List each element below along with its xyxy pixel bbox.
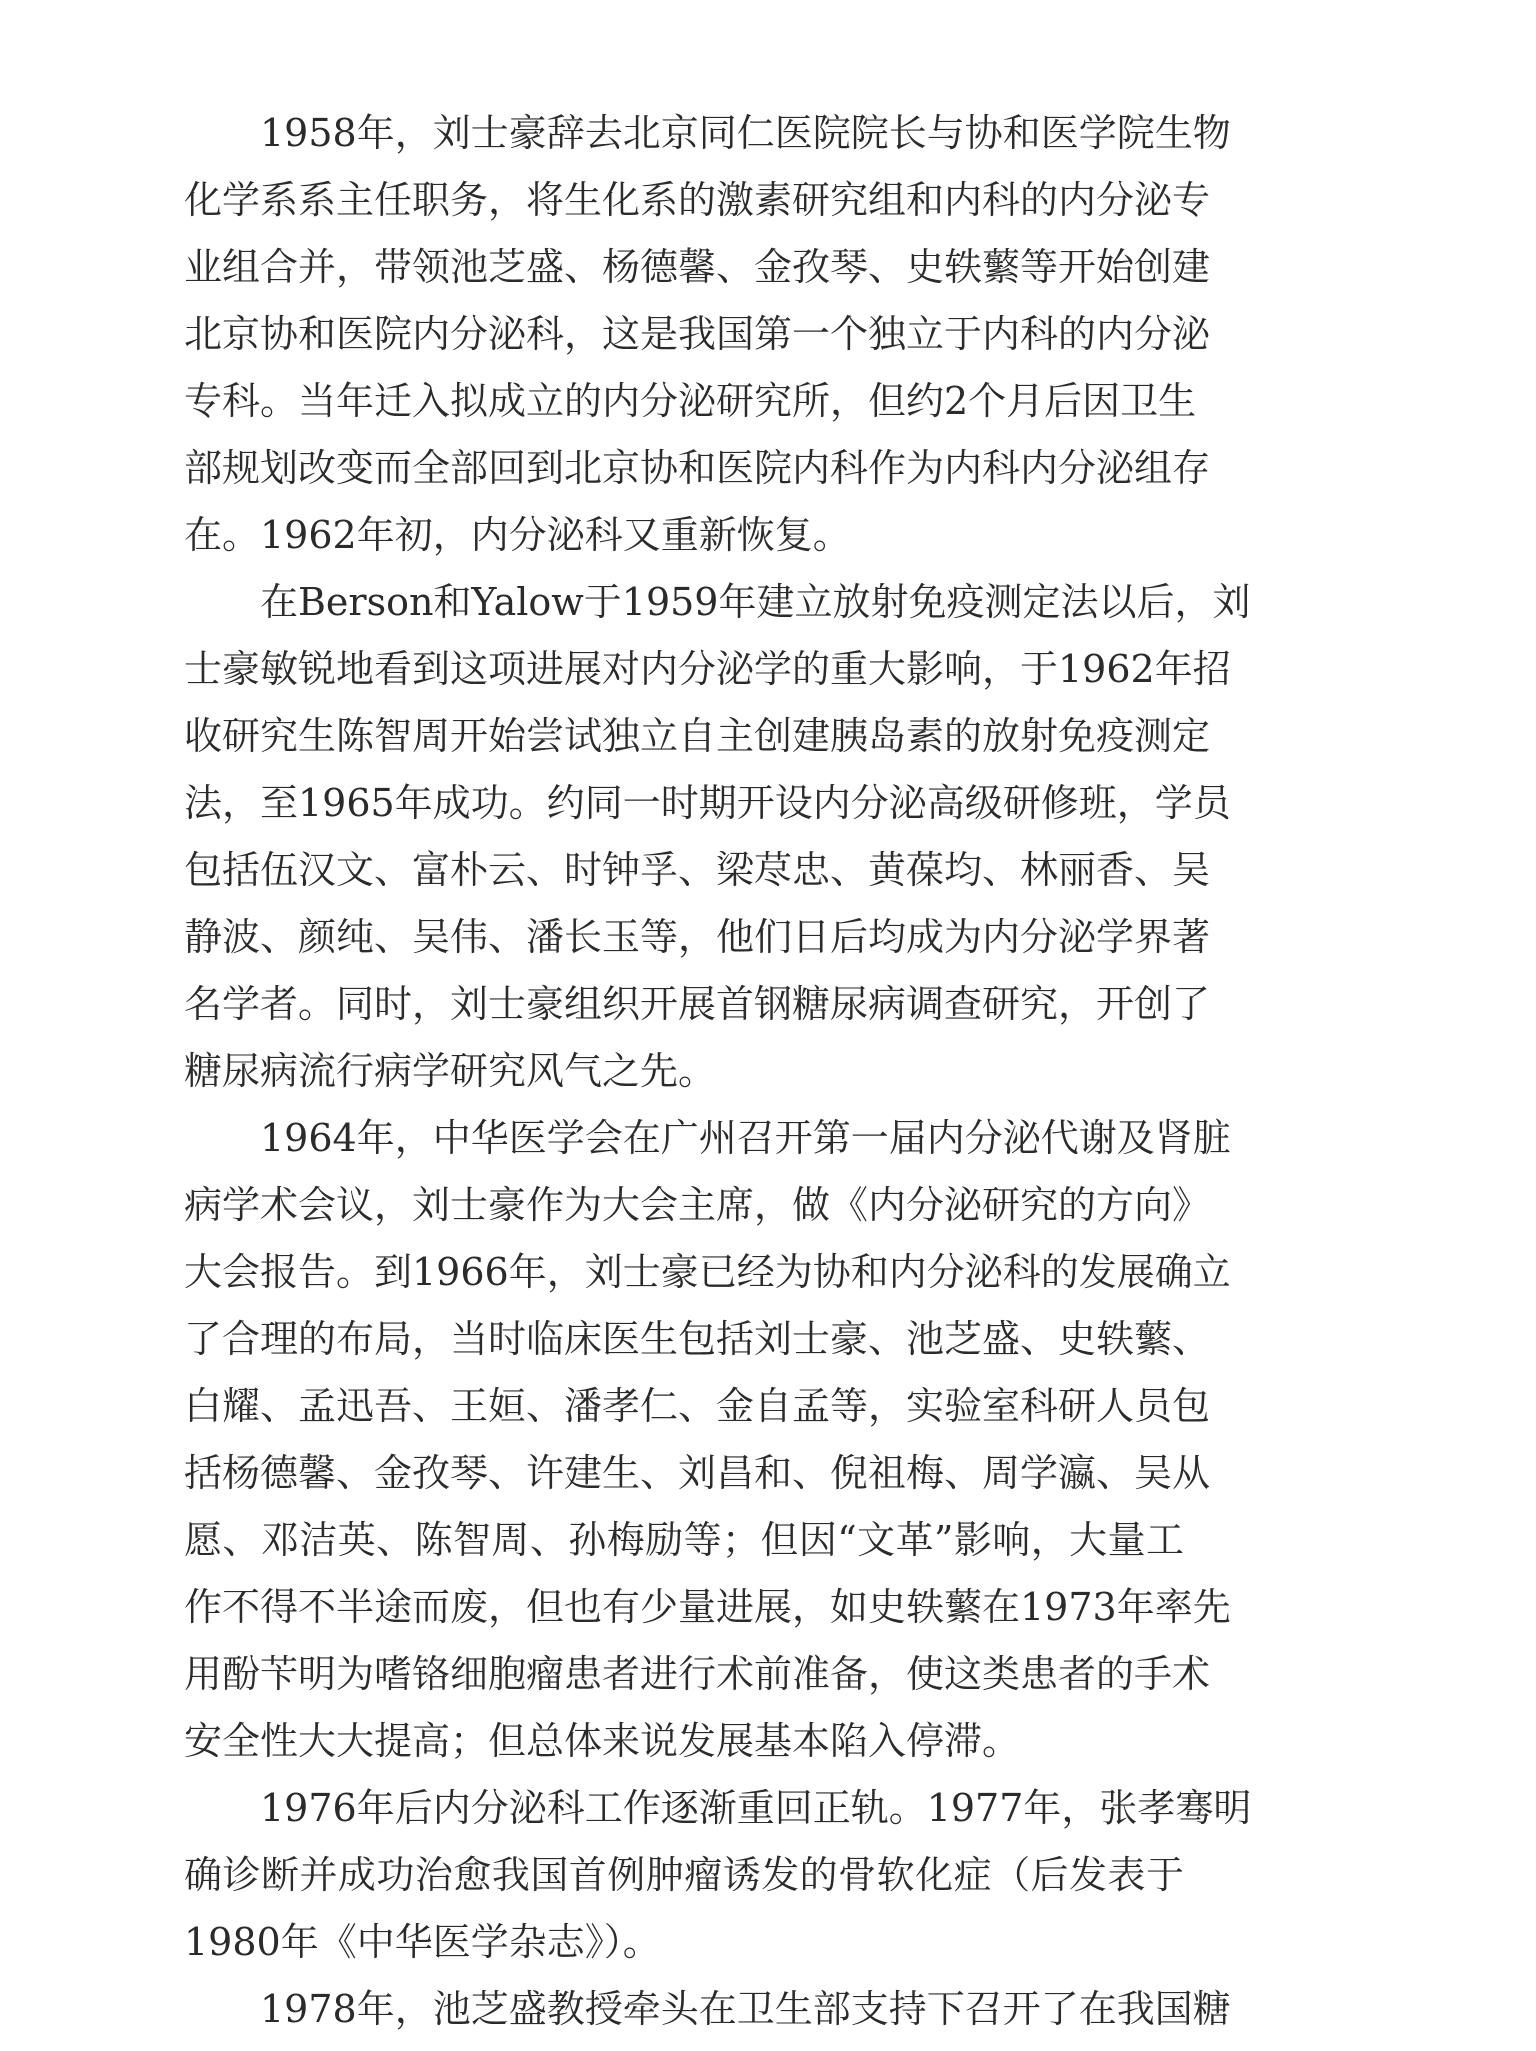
text-line: 专科。当年迁入拟成立的内分泌研究所，但约2个月后因卫生 [184, 379, 1197, 423]
text-line: 愿、邓洁英、陈智周、孙梅励等；但因“文革”影响，大量工 [184, 1518, 1184, 1562]
text-line: 了合理的布局，当时临床医生包括刘士豪、池芝盛、史轶蘩、 [184, 1317, 1211, 1361]
text-line: 1976年后内分泌科工作逐渐重回正轨。1977年，张孝骞明 [260, 1786, 1252, 1830]
text-line: 糖尿病流行病学研究风气之先。 [184, 1049, 717, 1093]
paragraph-1964 [184, 1105, 1231, 1775]
text-line: 在。1962年初，内分泌科又重新恢复。 [184, 513, 851, 557]
text-line: 作不得不半途而废，但也有少量进展，如史轶蘩在1973年率先 [184, 1585, 1231, 1629]
text-line: 部规划改变而全部回到北京协和医院内科作为内科内分泌组存 [184, 446, 1211, 490]
text-line: 安全性大大提高；但总体来说发展基本陷入停滞。 [184, 1719, 1021, 1763]
paragraph-1976 [184, 1775, 1252, 1976]
text-line: 士豪敏锐地看到这项进展对内分泌学的重大影响，于1962年招 [184, 647, 1231, 691]
paragraph-1978 [184, 1976, 1231, 2043]
text-line: 1964年，中华医学会在广州召开第一届内分泌代谢及肾脏 [260, 1116, 1231, 1160]
text-line: 名学者。同时，刘士豪组织开展首钢糖尿病调查研究，开创了 [184, 982, 1211, 1026]
text-line: 病学术会议，刘士豪作为大会主席，做《内分泌研究的方向》 [184, 1183, 1211, 1227]
text-line: 确诊断并成功治愈我国首例肿瘤诱发的骨软化症（后发表于 [184, 1853, 1184, 1897]
text-line: 业组合并，带领池芝盛、杨德馨、金孜琴、史轶蘩等开始创建 [184, 245, 1211, 289]
text-line: 北京协和医院内分泌科，这是我国第一个独立于内科的内分泌 [184, 312, 1211, 356]
text-line: 1958年，刘士豪辞去北京同仁医院院长与协和医学院生物 [260, 111, 1231, 155]
paragraph-1958 [184, 100, 1231, 569]
text-line: 静波、颜纯、吴伟、潘长玉等，他们日后均成为内分泌学界著 [184, 915, 1211, 959]
document-page [184, 100, 1252, 2043]
text-line: 在Berson和Yalow于1959年建立放射免疫测定法以后，刘 [260, 580, 1251, 624]
text-line: 化学系系主任职务，将生化系的激素研究组和内科的内分泌专 [184, 178, 1211, 222]
text-line: 白耀、孟迅吾、王姮、潘孝仁、金自孟等，实验室科研人员包 [184, 1384, 1211, 1428]
text-line: 1978年，池芝盛教授牵头在卫生部支持下召开了在我国糖 [260, 1987, 1231, 2031]
paragraph-berson-yalow [184, 569, 1251, 1105]
text-line: 用酚苄明为嗜铬细胞瘤患者进行术前准备，使这类患者的手术 [184, 1652, 1211, 1696]
text-line: 包括伍汉文、富朴云、时钟孚、梁荩忠、黄葆均、林丽香、吴 [184, 848, 1211, 892]
text-line: 1980年《中华医学杂志》）。 [184, 1920, 661, 1964]
text-line: 括杨德馨、金孜琴、许建生、刘昌和、倪祖梅、周学瀛、吴从 [184, 1451, 1211, 1495]
text-line: 收研究生陈智周开始尝试独立自主创建胰岛素的放射免疫测定 [184, 714, 1211, 758]
text-line: 法，至1965年成功。约同一时期开设内分泌高级研修班，学员 [184, 781, 1231, 825]
text-line: 大会报告。到1966年，刘士豪已经为协和内分泌科的发展确立 [184, 1250, 1231, 1294]
